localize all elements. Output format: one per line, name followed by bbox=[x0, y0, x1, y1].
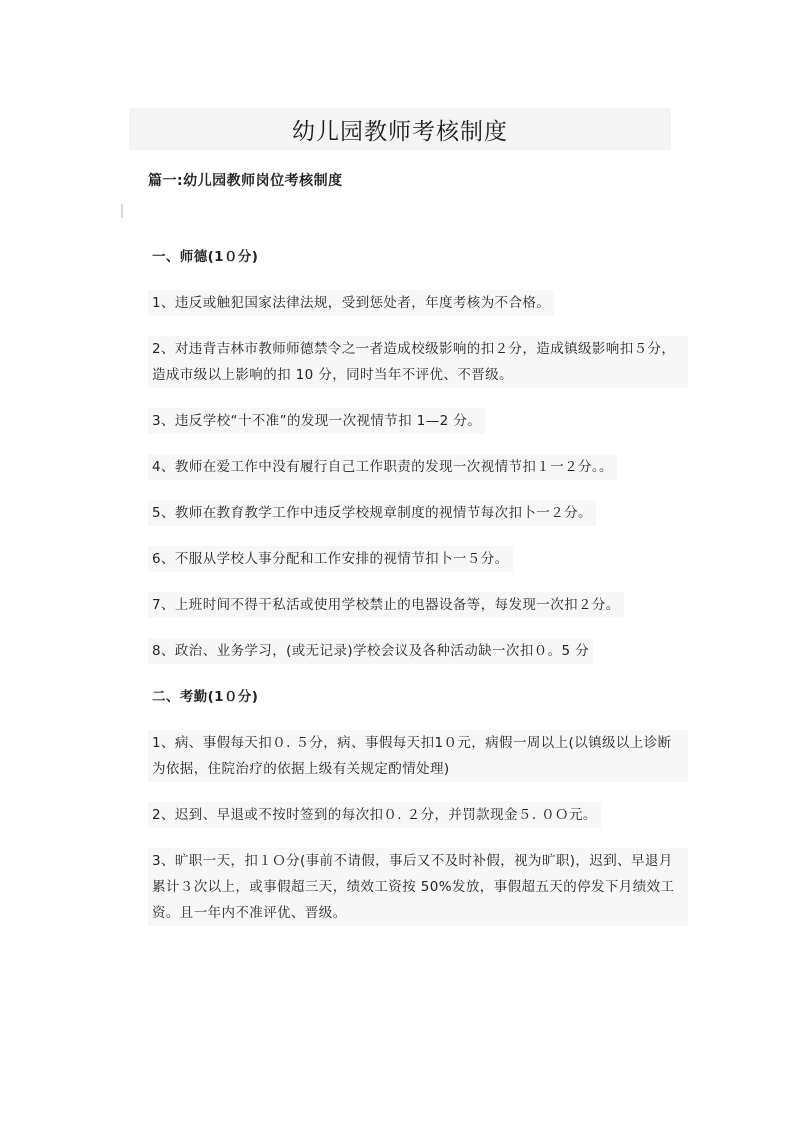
title-bar bbox=[129, 108, 671, 150]
document-body bbox=[148, 244, 688, 946]
paragraph-2-1: 1、病、事假每天扣０. ５分，病、事假每天扣1０元，病假一周以上(以镇级以上诊断为依据，住院治疗的依据上级有关规定酌情处理) bbox=[148, 730, 688, 782]
paragraph-1-1: 1、违反或触犯国家法律法规，受到惩处者，年度考核为不合格。 bbox=[148, 290, 554, 316]
paragraph-1-3: 3、违反学校“十不准”的发现一次视情节扣 1—2 分。 bbox=[148, 408, 485, 434]
paragraph-1-6: 6、不服从学校人事分配和工作安排的视情节扣卜一５分。 bbox=[148, 546, 513, 572]
paragraph-2-3: 3、旷职一天，扣１Ｏ分(事前不请假，事后又不及时补假，视为旷职)，迟到、早退月累计３次以上，或事假超三天，绩效工资按 50%发放，事假超五天的停发下月绩效工资。且一年内不准评优、晋级。 bbox=[148, 848, 688, 926]
section-heading-2: 二、考勤(1０分) bbox=[148, 684, 262, 710]
paragraph-1-4: 4、教师在爱工作中没有履行自己工作职责的发现一次视情节扣１一２分。。 bbox=[148, 454, 617, 480]
paragraph-1-2: 2、对违背吉林市教师师德禁令之一者造成校级影响的扣２分，造成镇级影响扣５分，造成市级以上影响的扣 10 分，同时当年不评优、不晋级。 bbox=[148, 336, 688, 388]
paragraph-1-8: 8、政治、业务学习，(或无记录)学校会议及各种活动缺一次扣０。5 分 bbox=[148, 638, 593, 664]
document-title: 幼儿园教师考核制度 bbox=[292, 118, 508, 145]
paragraph-1-5: 5、教师在教育教学工作中违反学校规章制度的视情节每次扣卜一２分。 bbox=[148, 500, 596, 526]
document-subtitle: 篇一:幼儿园教师岗位考核制度 bbox=[148, 173, 343, 189]
section-heading-1: 一、师德(1０分) bbox=[148, 244, 262, 270]
paragraph-2-2: 2、迟到、早退或不按时签到的每次扣０. ２分，并罚款现金５. ０Ｏ元。 bbox=[148, 802, 601, 828]
paragraph-1-7: 7、上班时间不得干私活或使用学校禁止的电器设备等，每发现一次扣２分。 bbox=[148, 592, 624, 618]
margin-mark bbox=[121, 204, 123, 218]
